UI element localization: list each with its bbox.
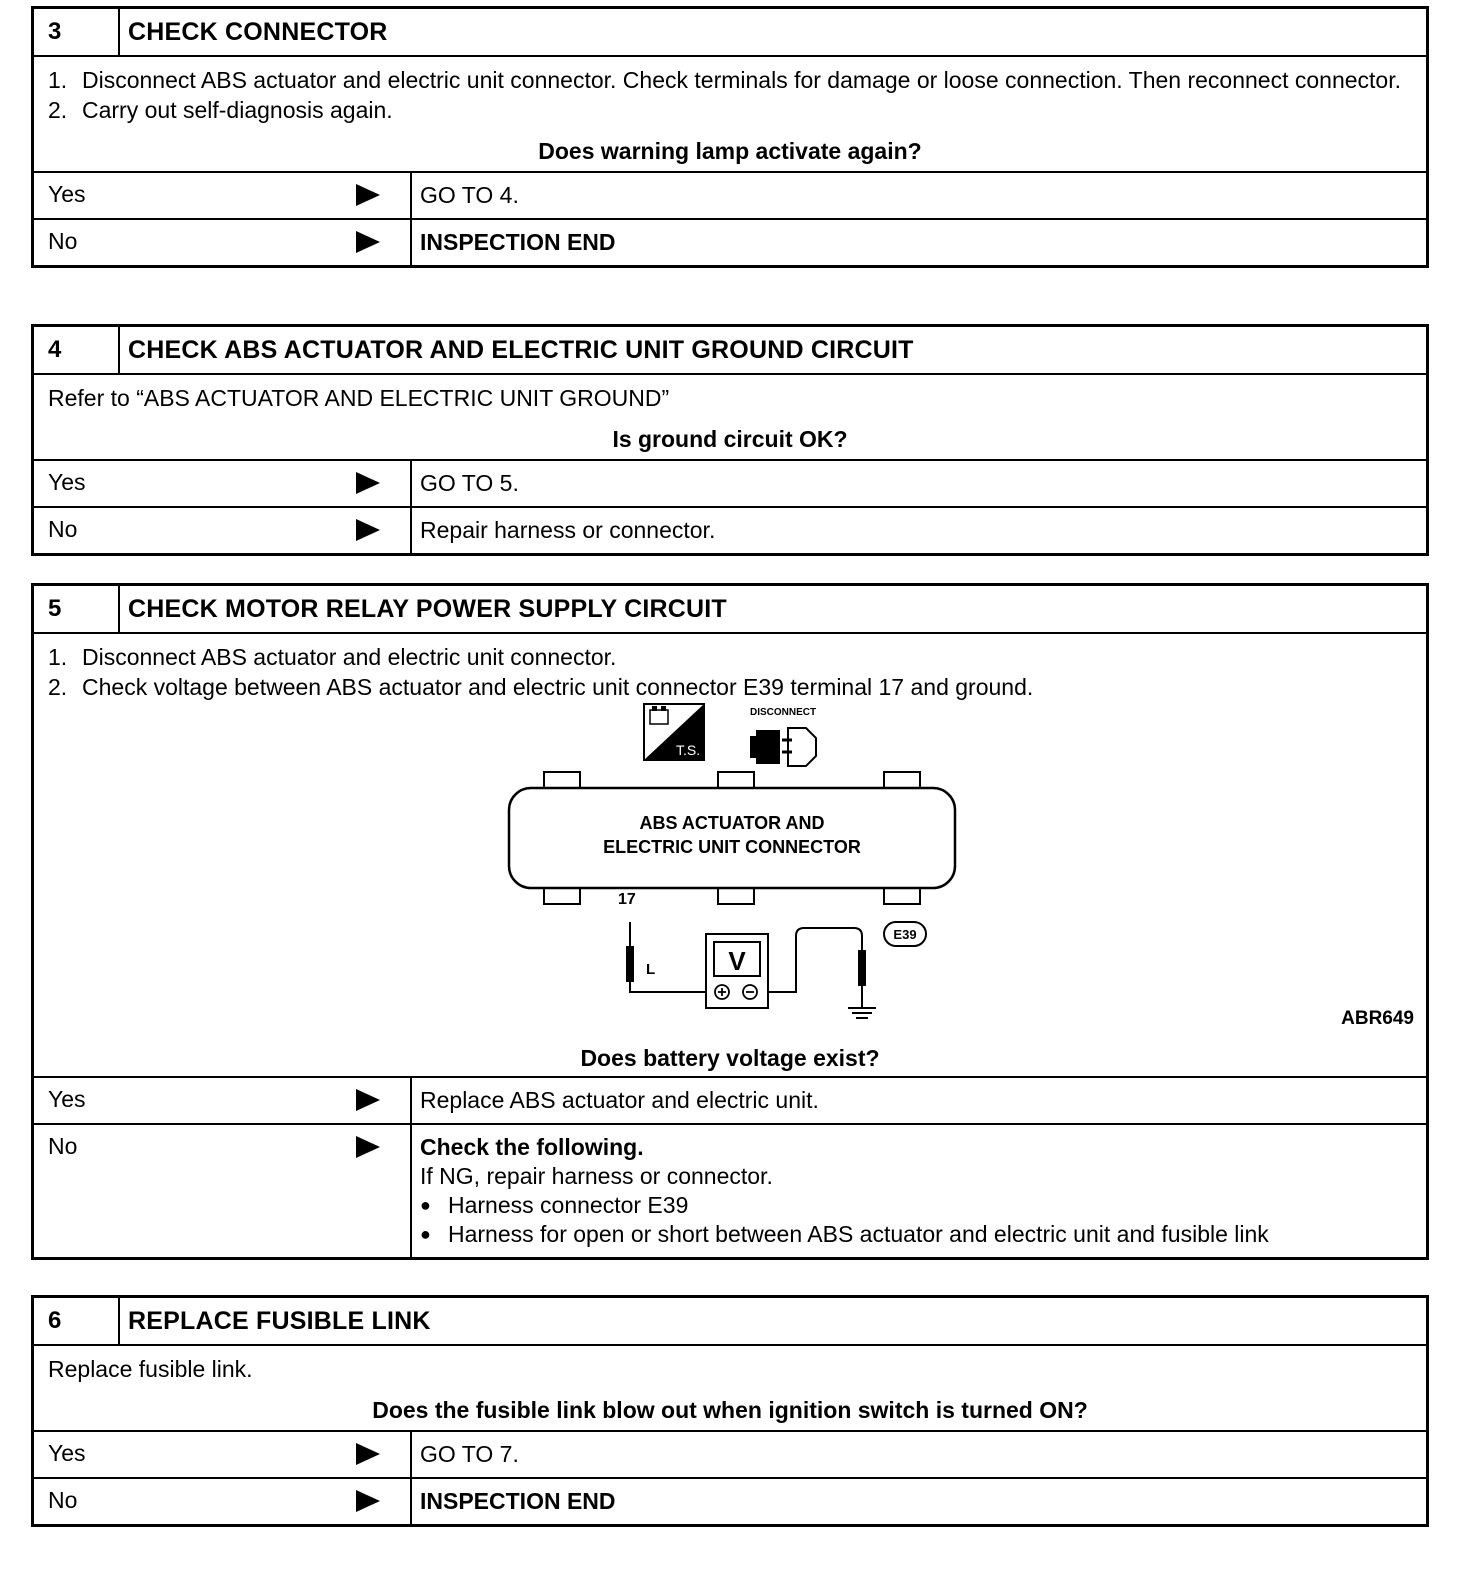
section-3 [31,6,1429,268]
answer-no-row [34,218,1426,265]
arrow-right-icon [356,1490,380,1512]
answer-label [34,1125,412,1257]
yes-result: GO TO 4. [420,182,519,208]
yes-label: Yes [48,1440,86,1466]
step [48,642,1412,672]
section-header [34,327,1426,373]
no-heading: Check the following. [420,1134,644,1160]
no-result [412,1125,1277,1257]
step [48,672,1412,702]
arrow-right-icon [356,1089,380,1111]
arrow-right-icon [356,1136,380,1158]
yes-label: Yes [48,181,86,207]
no-label: No [48,228,78,254]
wire-color-label: L [646,961,656,978]
answer-no-row [34,1477,1426,1524]
disconnect-icon [750,707,816,766]
arrow-right-icon [356,184,380,206]
section-title: CHECK MOTOR RELAY POWER SUPPLY CIRCUIT [128,594,727,623]
section-title: REPLACE FUSIBLE LINK [128,1306,431,1335]
answer-label [34,508,412,553]
section-header [34,1298,1426,1344]
no-result: INSPECTION END [420,229,616,255]
bullet-icon: ● [420,1195,431,1215]
ts-label: T.S. [676,742,701,758]
step-number: 1. [48,644,68,670]
question: Does the fusible link blow out when ignition switch is turned ON? [372,1397,1088,1423]
answer-yes-row [34,1430,1426,1477]
step [48,95,1412,125]
section-5 [31,583,1429,1260]
answer-no-row [34,506,1426,553]
bullet-icon: ● [420,1224,431,1244]
figure-code: ABR649 [1341,1008,1414,1029]
step-number: 2. [48,674,68,700]
arrow-right-icon [356,519,380,541]
section-number: 6 [34,1298,120,1344]
section-body [34,373,1426,459]
voltmeter-icon [706,934,768,1008]
list-item-text: Harness connector E39 [448,1192,689,1218]
no-result: Repair harness or connector. [420,517,716,543]
step-text: Check voltage between ABS actuator and electric unit connector E39 terminal 17 and ground. [82,674,1034,700]
step-text: Disconnect ABS actuator and electric unit connector. Check terminals for damage or loose connection. Then reconnect connector. [82,67,1401,93]
wiring-diagram-svg [34,702,1426,1044]
section-text: Replace fusible link. [48,1356,253,1382]
answer-label [34,1432,412,1477]
answer-label [34,461,412,506]
ground-icon [848,1008,876,1018]
section-number: 5 [34,586,120,632]
section-6 [31,1295,1429,1527]
question: Does battery voltage exist? [580,1045,880,1071]
no-result: INSPECTION END [420,1488,616,1514]
question: Does warning lamp activate again? [538,138,922,164]
answer-no-row [34,1123,1426,1257]
arrow-right-icon [356,1443,380,1465]
yes-result: GO TO 5. [420,470,519,496]
yes-label: Yes [48,469,86,495]
disconnect-label: DISCONNECT [750,707,817,718]
connector-label-line2: ELECTRIC UNIT CONNECTOR [603,837,861,857]
yes-result: GO TO 7. [420,1441,519,1467]
connector-label-line1: ABS ACTUATOR AND [639,813,825,833]
answer-label [34,1078,412,1123]
list-item [420,1220,1269,1249]
no-label: No [48,1133,78,1159]
section-title: CHECK CONNECTOR [128,17,388,46]
answer-label [34,220,412,265]
answer-yes-row [34,459,1426,506]
section-header [34,586,1426,632]
step-text: Carry out self-diagnosis again. [82,97,393,123]
yes-label: Yes [48,1086,86,1112]
no-label: No [48,516,78,542]
answer-label [34,173,412,218]
connector-id: E39 [893,927,917,942]
list-item-text: Harness for open or short between ABS actuator and electric unit and fusible link [448,1221,1269,1247]
probe-positive [626,922,708,992]
section-body [34,1344,1426,1430]
wiring-diagram [34,702,1426,1044]
tester-icon [644,704,704,760]
step-number: 1. [48,67,68,93]
probe-negative [768,928,866,1008]
question: Is ground circuit OK? [612,426,848,452]
arrow-right-icon [356,231,380,253]
step-text: Disconnect ABS actuator and electric unit connector. [82,644,617,670]
arrow-right-icon [356,472,380,494]
connector-id-badge [884,922,926,946]
step [48,65,1412,95]
no-line: If NG, repair harness or connector. [420,1163,773,1189]
answer-yes-row [34,171,1426,218]
section-4 [31,324,1429,556]
yes-result: Replace ABS actuator and electric unit. [420,1087,819,1113]
connector-housing [509,772,955,904]
no-label: No [48,1487,78,1513]
section-body [34,55,1426,171]
list-item [420,1191,1269,1220]
section-number: 4 [34,327,120,373]
section-text: Refer to “ABS ACTUATOR AND ELECTRIC UNIT GROUND” [48,385,670,411]
answer-label [34,1479,412,1524]
section-number: 3 [34,9,120,55]
meter-label: V [728,946,746,976]
terminal-number: 17 [618,891,636,908]
section-title: CHECK ABS ACTUATOR AND ELECTRIC UNIT GROUND CIRCUIT [128,335,914,364]
step-number: 2. [48,97,68,123]
answer-yes-row [34,1076,1426,1123]
section-header [34,9,1426,55]
section-body [34,632,1426,1076]
